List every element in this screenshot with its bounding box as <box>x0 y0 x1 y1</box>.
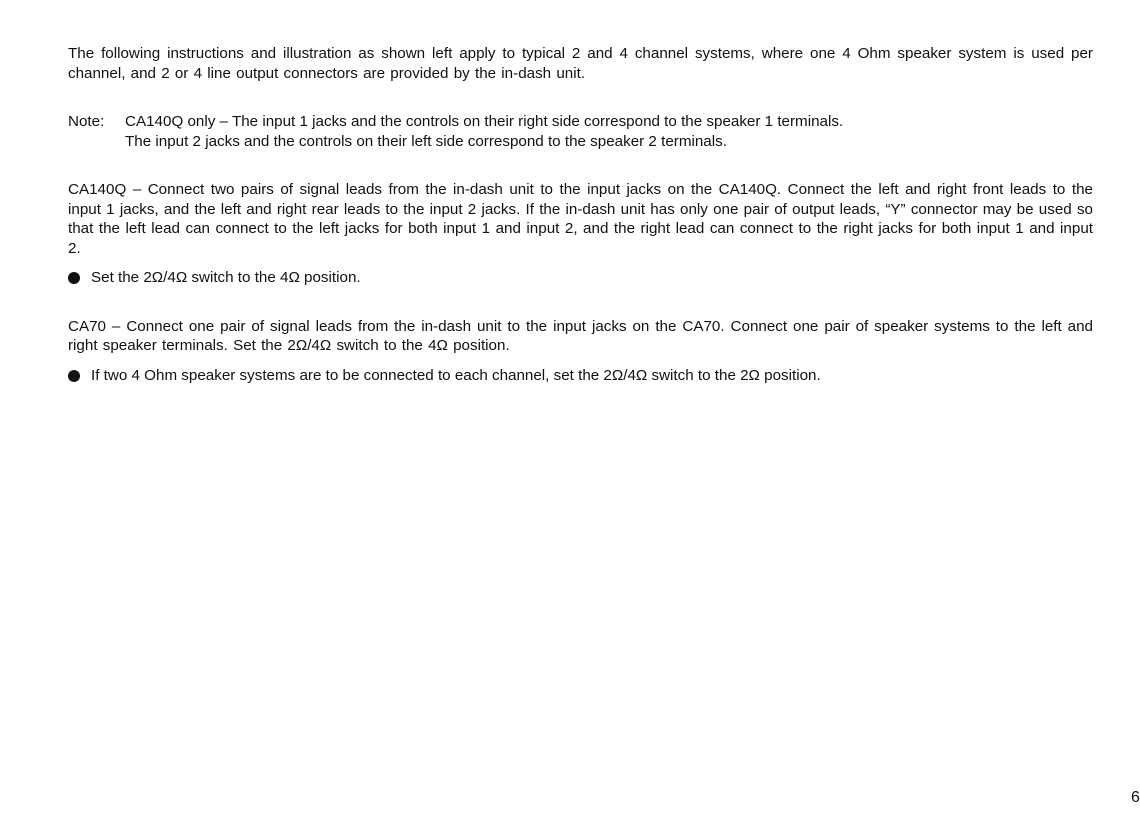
note-line-2: The input 2 jacks and the controls on their left side correspond to the speaker 2 terminals. <box>125 132 727 150</box>
note-block <box>68 112 1093 151</box>
ca70-paragraph: CA70 – Connect one pair of signal leads from the in-dash unit to the input jacks on the CA70. Connect one pair of speaker systems to the left and right speaker terminals. Set the 2Ω/4Ω switch to the 4Ω position. <box>68 317 1093 354</box>
section-spacer <box>68 288 1093 317</box>
note-line-1: CA140Q only – The input 1 jacks and the controls on their right side correspond to the speaker 1 terminals. <box>125 113 844 130</box>
intro-paragraph: The following instructions and illustration as shown left apply to typical 2 and 4 channel systems, where one 4 Ohm speaker system is used per channel, and 2 or 4 line output connectors are provided by the in-dash unit. <box>68 45 1093 82</box>
ca140q-paragraph: CA140Q – Connect two pairs of signal leads from the in-dash unit to the input jacks on the CA140Q. Connect the left and right front leads to the input 1 jacks, and the left and right rear leads to the input 2 jacks. If the in-dash unit has only one pair of output leads, “Y” connector may be used so that the left lead can connect to the left jacks for both input 1 and input 2, and the right lead can connect to the right jacks for both input 1 and input 2. <box>68 181 1093 257</box>
ca70-bullet <box>68 366 1093 386</box>
bullet-icon <box>68 370 80 382</box>
ca70-bullet-text: If two 4 Ohm speaker systems are to be connected to each channel, set the 2Ω/4Ω switch to the 2Ω position. <box>91 366 821 384</box>
ca140q-section <box>68 180 1093 288</box>
document-page <box>68 44 1093 385</box>
ca140q-bullet <box>68 268 1093 288</box>
page-number: 6 <box>1131 789 1140 806</box>
ca140q-bullet-text: Set the 2Ω/4Ω switch to the 4Ω position. <box>91 269 361 286</box>
bullet-icon <box>68 272 80 284</box>
note-body <box>125 112 1093 151</box>
ca70-section <box>68 317 1093 386</box>
note-label: Note: <box>68 113 105 130</box>
